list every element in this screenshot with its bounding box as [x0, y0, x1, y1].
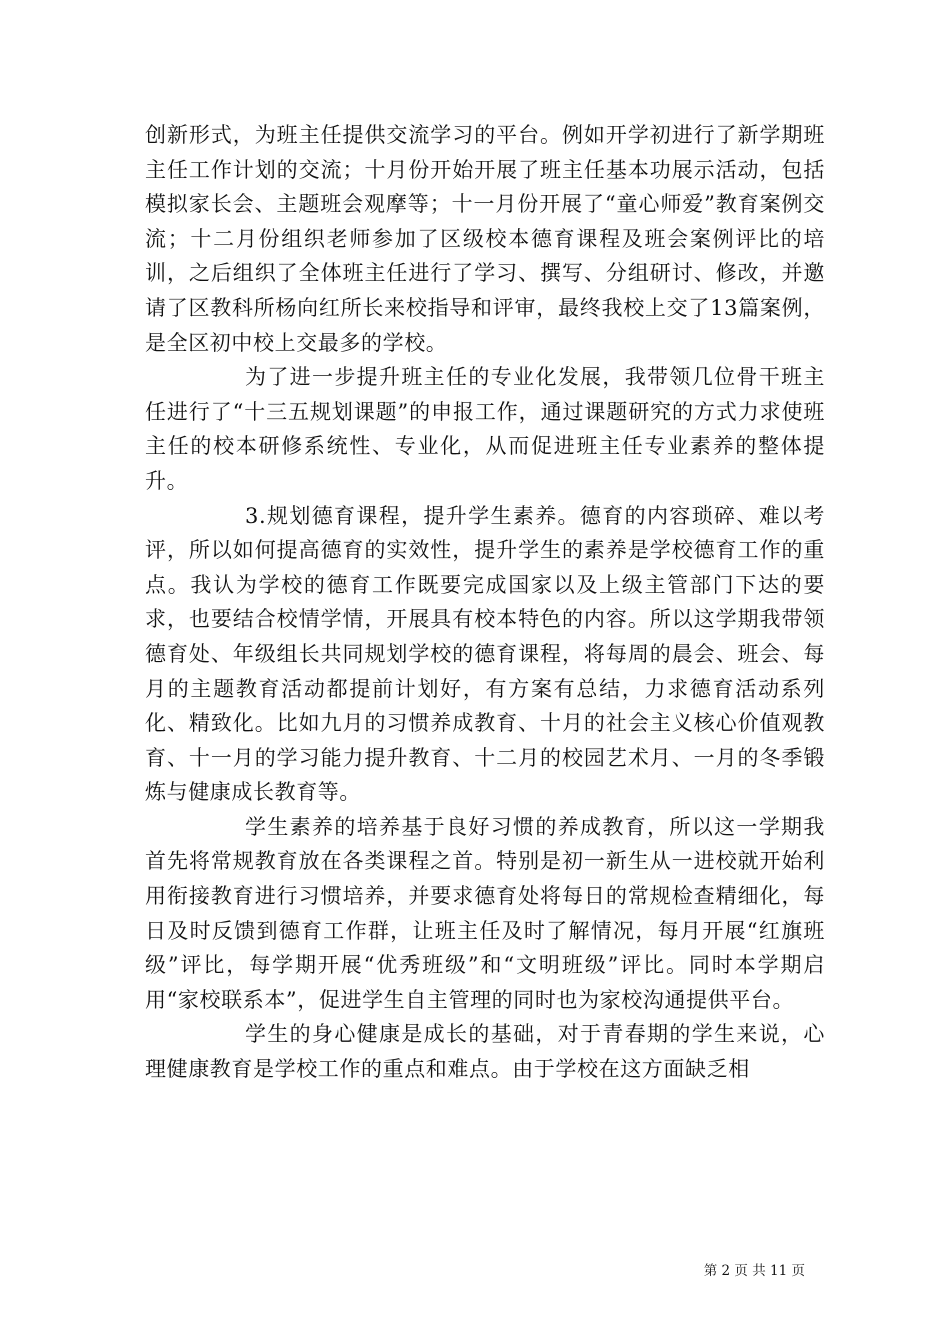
paragraph-4: 学生素养的培养基于良好习惯的养成教育，所以这一学期我首先将常规教育放在各类课程之首。特别是初一新生从一进校就开始利用衔接教育进行习惯培养，并要求德育处将每日的常规检查精细化，每日及时反馈到德育工作群，让班主任及时了解情况，每月开展“红旗班级”评比，每学期开展“优秀班级”和“文明班级”评比。同时本学期启用“家校联系本”，促进学生自主管理的同时也为家校沟通提供平台。	[145, 814, 825, 1012]
paragraph-2: 为了进一步提升班主任的专业化发展，我带领几位骨干班主任进行了“十三五规划课题”的申报工作，通过课题研究的方式力求使班主任的校本研修系统性、专业化，从而促进班主任专业素养的整体提升。	[145, 365, 825, 493]
paragraph-5: 学生的身心健康是成长的基础，对于青春期的学生来说，心理健康教育是学校工作的重点和难点。由于学校在这方面缺乏相	[145, 1022, 825, 1082]
document-body	[145, 118, 825, 1087]
paragraph-3: 3.规划德育课程，提升学生素养。德育的内容琐碎、难以考评，所以如何提高德育的实效性，提升学生的素养是学校德育工作的重点。我认为学校的德育工作既要完成国家以及上级主管部门下达的要求，也要结合校情学情，开展具有校本特色的内容。所以这学期我带领德育处、年级组长共同规划学校的德育课程，将每周的晨会、班会、每月的主题教育活动都提前计划好，有方案有总结，力求德育活动系列化、精致化。比如九月的习惯养成教育、十月的社会主义核心价值观教育、十一月的学习能力提升教育、十二月的校园艺术月、一月的冬季锻炼与健康成长教育等。	[145, 503, 825, 805]
paragraph-1: 创新形式，为班主任提供交流学习的平台。例如开学初进行了新学期班主任工作计划的交流；十月份开始开展了班主任基本功展示活动，包括模拟家长会、主题班会观摩等；十一月份开展了“童心师爱”教育案例交流；十二月份组织老师参加了区级校本德育课程及班会案例评比的培训，之后组织了全体班主任进行了学习、撰写、分组研讨、修改，并邀请了区教科所杨向红所长来校指导和评审，最终我校上交了13篇案例，是全区初中校上交最多的学校。	[145, 123, 825, 355]
page-number: 第 2 页 共 11 页	[703, 1263, 805, 1279]
